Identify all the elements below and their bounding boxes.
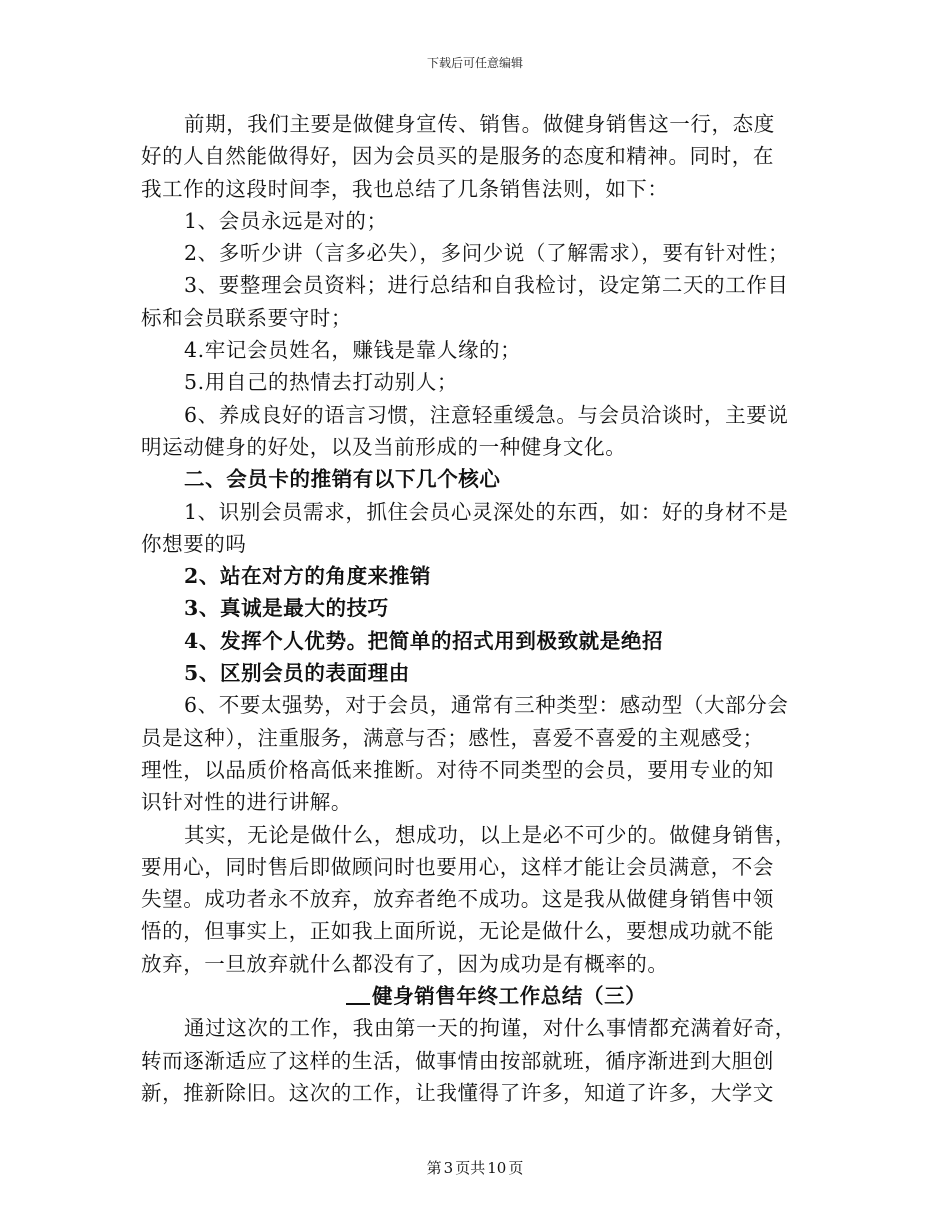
bold-list-item: 5、区别会员的表面理由 [184, 661, 410, 686]
list-item-continuation: 理性，以品质价格高低来推断。对待不同类型的会员，要用专业的知 [141, 757, 774, 782]
bold-list-item: 3、真诚是最大的技巧 [184, 596, 389, 621]
list-item-continuation: 明运动健身的好处，以及当前形成的一种健身文化。 [141, 434, 627, 459]
list-item: 2、多听少讲（言多必失），多问少说（了解需求），要有针对性； [184, 241, 790, 266]
bold-list-item: 2、站在对方的角度来推销 [184, 564, 431, 589]
list-item: 1、会员永远是对的； [184, 208, 388, 233]
list-item: 6、养成良好的语言习惯，注意轻重缓急。与会员洽谈时，主要说 [184, 402, 789, 427]
list-item: 6、不要太强势，对于会员，通常有三种类型：感动型（大部分会 [184, 693, 789, 718]
paragraph-line: 转而逐渐适应了这样的生活，做事情由按部就班，循序渐进到大胆创 [141, 1048, 774, 1073]
section-title [141, 980, 813, 1012]
list-item: 4.牢记会员姓名，赚钱是靠人缘的； [184, 338, 522, 363]
paragraph-line: 通过这次的工作，我由第一天的拘谨，对什么事情都充满着好奇， [184, 1016, 796, 1041]
footer-suffix: 页 [508, 1159, 524, 1177]
paragraph-line: 悟的，但事实上，正如我上面所说，无论是做什么，要想成功就不能 [141, 919, 774, 944]
paragraph-line: 好的人自然能做得好，因为会员买的是服务的态度和精神。同时，在 [141, 144, 774, 169]
list-item: 5.用自己的热情去打动别人； [184, 370, 458, 395]
paragraph-line: 前期，我们主要是做健身宣传、销售。做健身销售这一行，态度 [184, 112, 775, 136]
list-item: 3、要整理会员资料；进行总结和自我检讨，设定第二天的工作目 [184, 273, 789, 298]
list-item-continuation: 你想要的吗 [141, 531, 247, 556]
paragraph-line: 要用心，同时售后即做顾问时也要用心，这样才能让会员满意，不会 [141, 854, 774, 879]
list-item-continuation: 员是这种），注重服务，满意与否；感性，喜爱不喜爱的主观感受； [141, 725, 764, 750]
footer-page-number: 3 [443, 1159, 454, 1177]
paragraph-line: 放弃，一旦放弃就什么都没有了，因为成功是有概率的。 [141, 951, 669, 976]
footer-middle: 页共 [455, 1159, 486, 1177]
paragraph-line: 其实，无论是做什么，想成功，以上是必不可少的。做健身销售， [184, 822, 796, 847]
bold-list-item: 4、发挥个人优势。把简单的招式用到极致就是绝招 [184, 628, 664, 653]
list-item-continuation: 识针对性的进行讲解。 [141, 790, 352, 815]
document-body [141, 108, 813, 1109]
paragraph-line: 我工作的这段时间李，我也总结了几条销售法则，如下： [141, 176, 669, 201]
page-footer [0, 1157, 950, 1178]
paragraph-line: 失望。成功者永不放弃，放弃者绝不成功。这是我从做健身销售中领 [141, 887, 774, 912]
section-heading: 二、会员卡的推销有以下几个核心 [184, 467, 501, 492]
list-item: 1、识别会员需求，抓住会员心灵深处的东西，如：好的身材不是 [184, 499, 789, 524]
footer-prefix: 第 [426, 1159, 442, 1177]
paragraph-line: 新，推新除旧。这次的工作，让我懂得了许多，知道了许多，大学文 [141, 1080, 774, 1105]
footer-total-pages: 10 [487, 1159, 507, 1177]
list-item-continuation: 标和会员联系要守时； [141, 305, 352, 330]
page-header: 下载后可任意编辑 [426, 56, 523, 70]
title-blank-underline [346, 985, 370, 1005]
section-title-text: 健身销售年终工作总结（三） [372, 984, 647, 1009]
